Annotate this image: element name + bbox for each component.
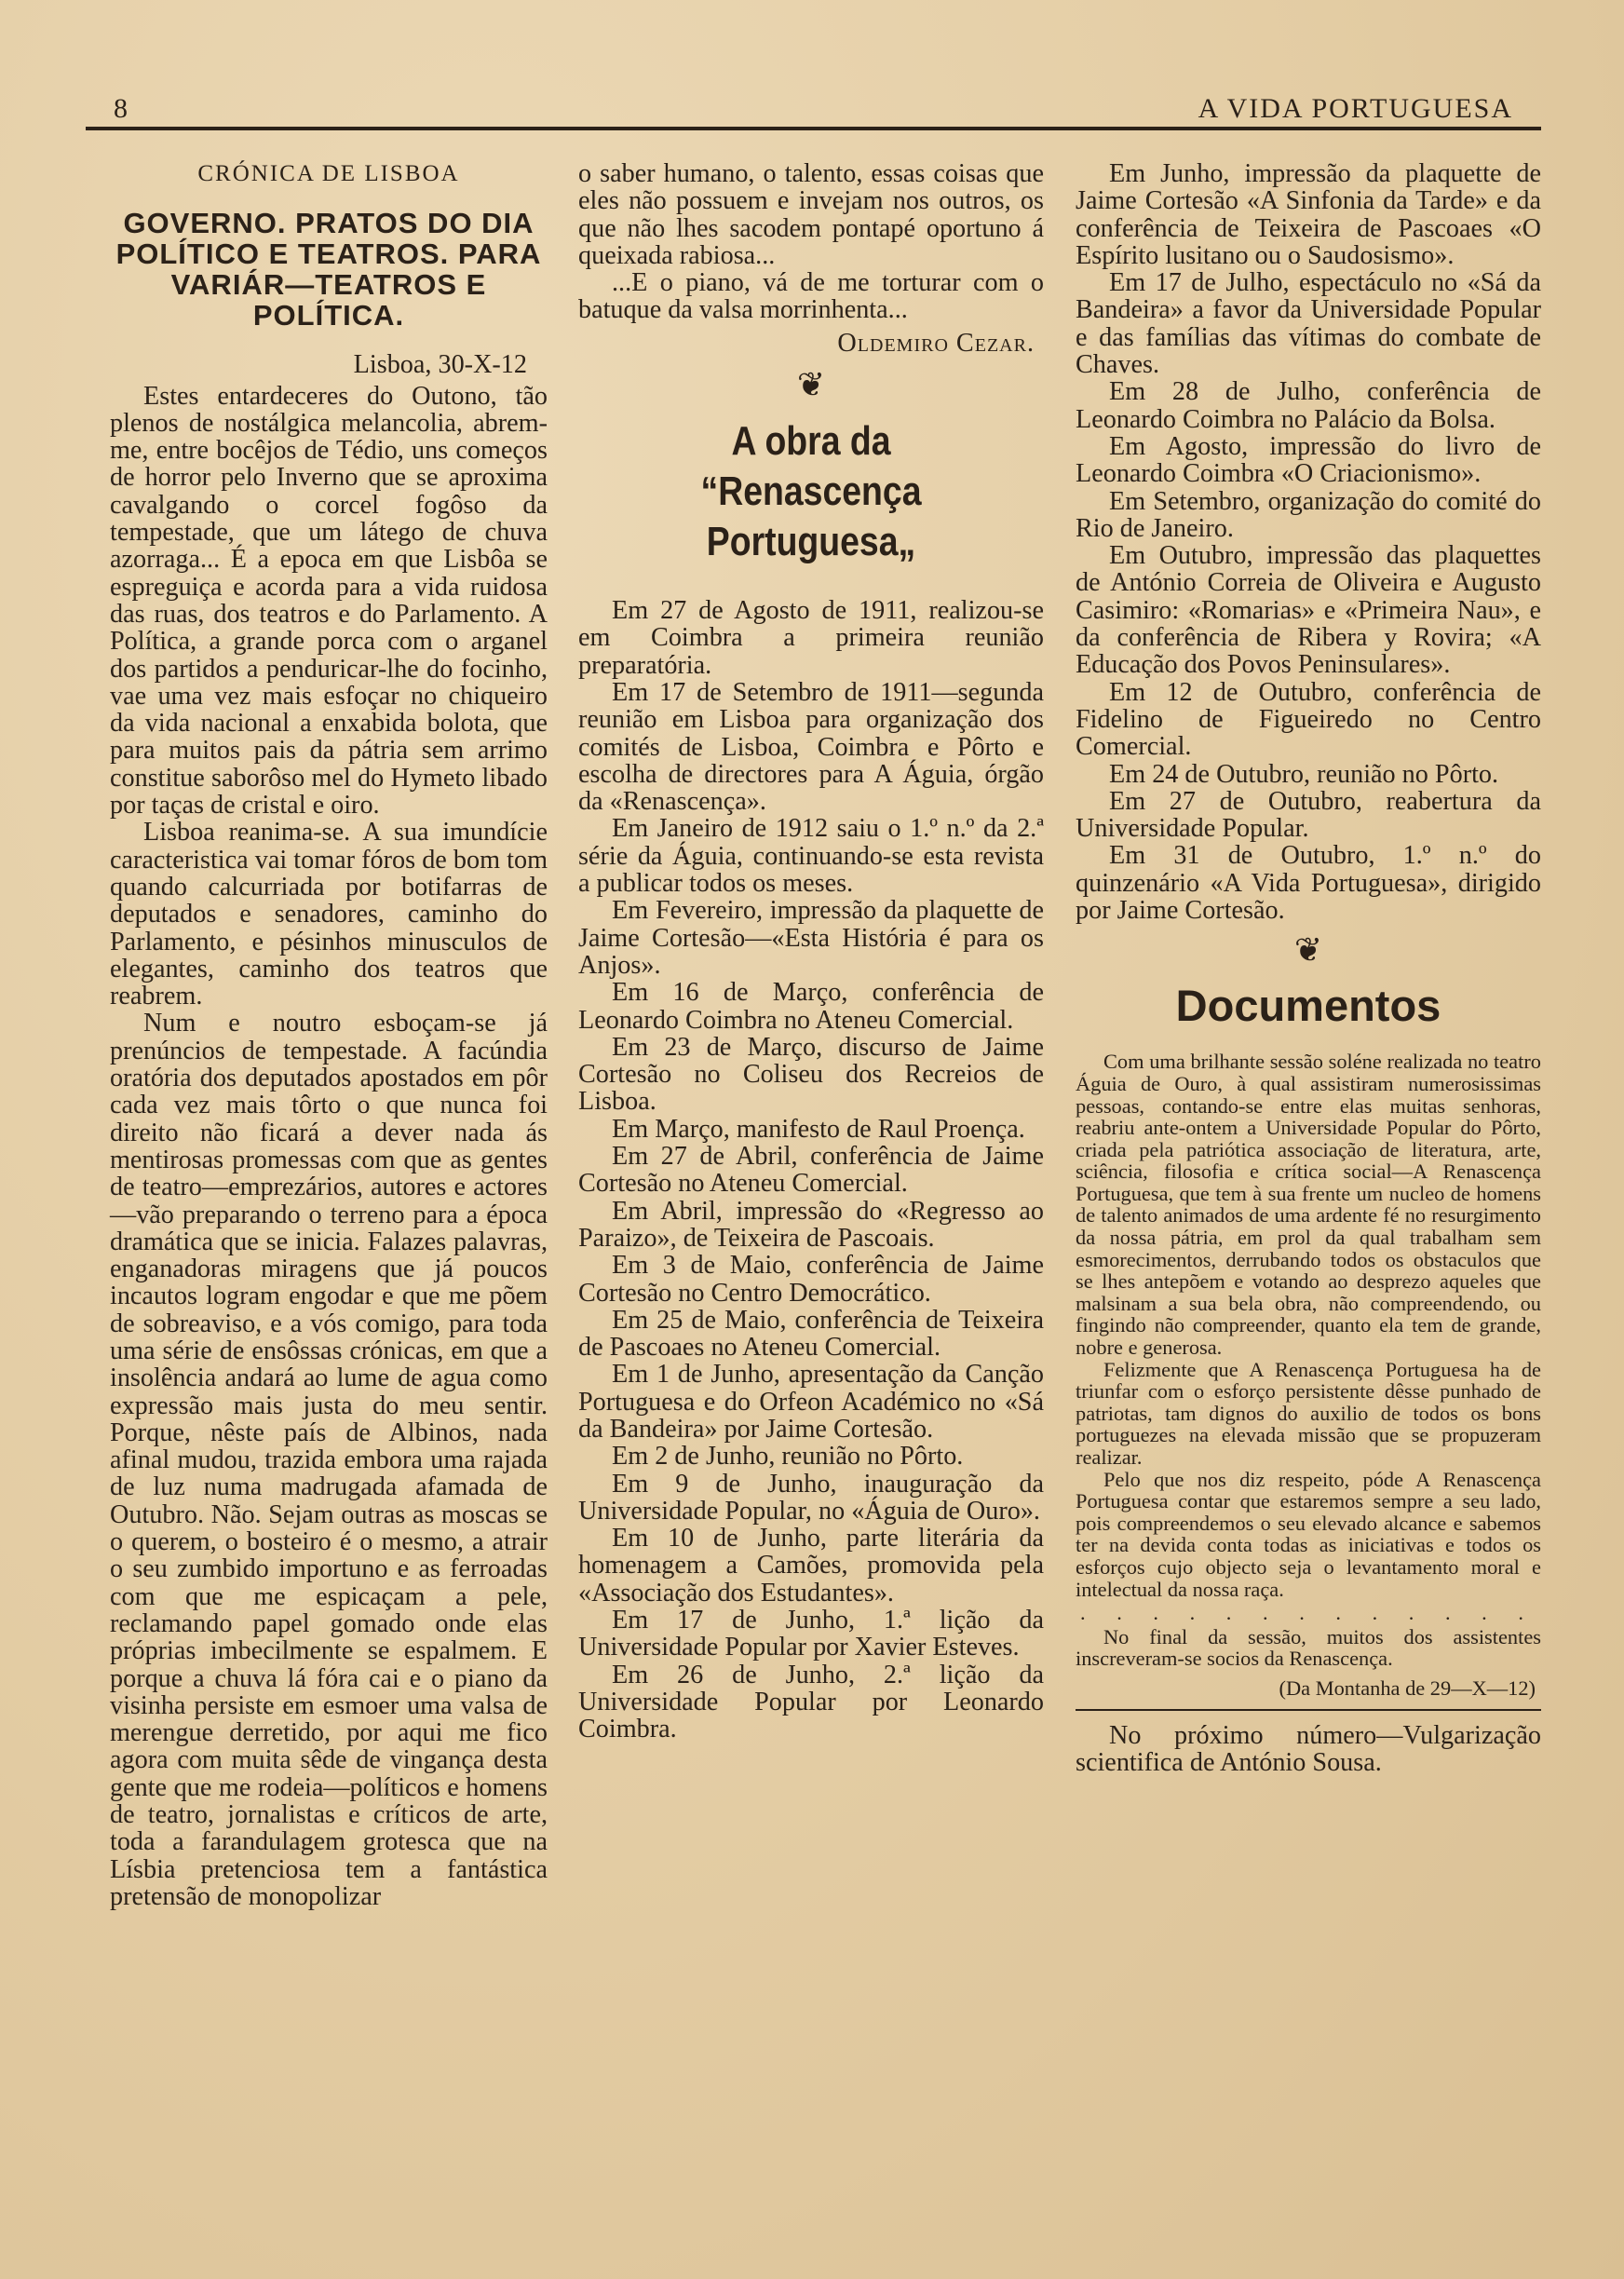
chronology-entry: Em Abril, impressão do «Regresso ao Paraizo», de Teixeira de Pascoais. [578,1196,1044,1253]
section-rule [1076,1709,1541,1711]
chronology-entry: Em 24 de Outubro, reunião no Pôrto. [1109,759,1499,789]
documents-paragraph: No final da sessão, muitos dos assistentes inscreveram-se socios da Renascença. [1076,1624,1541,1671]
chronology-list-continued [1076,160,1541,924]
chronology-entry: Em 3 de Maio, conferência de Jaime Cortesão no Centro Democrático. [578,1251,1044,1308]
chronicle-headline: GOVERNO. PRATOS DO DIA POLÍTICO E TEATROS. PARA VARIÁR—TEATROS E POLÍTICA. [115,207,542,332]
chronology-entry: Em 1 de Junho, apresentação da Canção Portuguesa e do Orfeon Académico no «Sá da Bandeira» por Jaime Cortesão. [578,1360,1044,1444]
source-credit: (Da Montanha de 29—X—12) [1279,1675,1536,1700]
chronology-entry: Em 10 de Junho, parte literária da homenagem a Camões, promovida pela «Associação dos Estudantes». [578,1524,1044,1608]
chronicle-paragraph: Lisboa reanima-se. A sua imundície caracteristica vai tomar fóros de bom tom quando calcurriada por botifarras de deputados e senadores, caminho do Parlamento, e pésinhos minusculos de elegantes, caminho dos teatros que reabrem. [110,818,548,1011]
fleuron-icon: ❦ [796,366,826,404]
chronicle-verse: ...E o piano, vá de me torturar com o batuque da valsa morrinhenta... [578,268,1044,325]
ellipsis-dots: . . . . . . . . . . . . . [1080,1601,1536,1625]
documents-paragraph: Felizmente que A Renascença Portuguesa ha de triunfar com o esforço persistente dêsse punhado de patriotas, tam dignos do auxilio de todos os bons portuguezes na elevada missão que se propuzeram realizar. [1076,1357,1541,1469]
column-chronicle [110,160,548,1910]
author-signature: Oldemiro Cezar. [837,328,1035,358]
chronology-entry: Em 31 de Outubro, 1.º n.º do quinzenário «A Vida Portuguesa», dirigido por Jaime Cortesão. [1076,841,1541,926]
chronology-entry: Em 25 de Maio, conferência de Teixeira de Pascoaes no Ateneu Comercial. [578,1305,1044,1363]
chronology-entry: Em 17 de Junho, 1.ª lição da Universidade Popular por Xavier Esteves. [578,1606,1044,1662]
next-issue-note: No próximo número—Vulgarização scientifica de António Sousa. [1076,1720,1541,1777]
chronology-entry: Em 27 de Abril, conferência de Jaime Cortesão no Ateneu Comercial. [578,1142,1044,1199]
chronicle-continuation: o saber humano, o talento, essas coisas que eles não possuem e invejam nos outros, os que não lhes sacodem pontapé oportuno á queixada rabiosa... [578,159,1044,270]
chronology-entry: Em Fevereiro, impressão da plaquette de Jaime Cortesão—«Esta História é para os Anjos». [578,896,1044,980]
column-renascenca [578,160,1044,1743]
article-title [614,416,1009,567]
chronology-entry: Em Março, manifesto de Raul Proença. [612,1114,1025,1144]
chronology-entry: Em 27 de Outubro, reabertura da Universidade Popular. [1076,786,1541,844]
chronicle-paragraph: Num e noutro esboçam-se já prenúncios de tempestade. A facúndia oratória dos deputados apostados em pôr cada vez mais tôrto o que nunca foi direito não ficará a dever nada ás mentirosas promessas com que as gentes de teatro—emprezários, autores e actores—vão preparando o terreno para a época dramática que se inicia. Falazes palavras, enganadoras miragens que já poucos incautos logram engodar e que me põem de sobreaviso, e a vós comigo, para toda uma série de ensôssas crónicas, em que a insolência andará ao lume de agua como expressão mais justa do meu sentir. Porque, nêste país de Albinos, nada afinal mudou, trazida embora uma rajada de luz numa madrugada afamada de Outubro. Não. Sejam outras as moscas se o querem, o bosteiro é o mesmo, a atrair o seu zumbido importuno e as ferroadas com que me espicaçam a pele, reclamando papel gomado onde elas próprias imbecilmente se espalmem. E porque a chuva lá fóra cai e o piano da visinha persiste em esmoer uma valsa de merengue derretido, por aqui me fico agora com muita sêde de vingança desta gente que me rodeia—políticos e homens de teatro, jornalistas e críticos de arte, toda a farandulagem grotesca que na Lísbia pretenciosa tem a fantástica pretensão de monopolizar [110,1009,548,1911]
header-rule [86,127,1541,130]
chronology-list [578,597,1044,1743]
documents-paragraph: Pelo que nos diz respeito, póde A Renascença Portuguesa contar que estaremos sempre a seu lado, pois compreendemos o seu elevado alcance e sabemos ter na devida conta todas as iniciativas e todos os esforços cujo objecto seja o levantamento moral e intelectual da nossa raça. [1076,1467,1541,1601]
chronicle-paragraph: Estes entardeceres do Outono, tão plenos de nostálgica melancolia, abrem-me, entre bocêjos de Tédio, uns começos de horror pelo Inverno que se aproxima cavalgando o corcel fogôso da tempestade, que um látego de chuva azorraga... É a epoca em que Lisbôa se espreguiça e acorda para a vida ruidosa das ruas, dos teatros e do Parlamento. A Política, a grande porca com o arganel dos partidos a penduricar-lhe do focinho, vae uma vez mais esfoçar no chiqueiro da vida nacional a enxabida bolota, que para muitos pais da pátria sem arrimo constitue saborôso mel do Hymeto libado por taças de cristal e oiro. [110,381,548,821]
chronology-entry: Em 27 de Agosto de 1911, realizou-se em Coimbra a primeira reunião preparatória. [578,596,1044,680]
documents-paragraph: Com uma brilhante sessão soléne realizada no teatro Águia de Ouro, à qual assistiram numerosissimas pessoas, contando-se entre elas muitas senhoras, reabriu ante-ontem a Universidade Popular do Pôrto, criada pela patriótica associação de literatura, arte, sciência, filosofia e crítica social—A Renascença Portuguesa, que tem à sua frente um nucleo de homens de talento animados de uma ardente fé no resurgimento da nossa pátria, em prol da qual trabalham sem esmorecimentos, derrubando todos os obstaculos que se lhes antepõem e votando ao desprezo aqueles que malsinam a sua bela obra, não compreendendo, ou fingindo não compreender, quanto ela tem de grande, nobre e generosa. [1076,1050,1541,1360]
documents-body [1076,1051,1541,1699]
column-documents [1076,160,1541,1776]
documents-title: Documentos [1175,981,1441,1031]
page-number: 8 [114,93,129,124]
chronology-entry: Em 17 de Julho, espectáculo no «Sá da Bandeira» a favor da Universidade Popular e das famílias das vítimas do combate de Chaves. [1076,268,1541,380]
chronology-entry: Em Junho, impressão da plaquette de Jaime Cortesão «A Sinfonia da Tarde» e da conferência de Teixeira de Pascoaes «O Espírito lusitano ou o Saudosismo». [1076,159,1541,270]
chronology-entry: Em Setembro, organização do comité do Rio de Janeiro. [1076,486,1541,543]
chronology-entry: Em 28 de Julho, conferência de Leonardo Coimbra no Palácio da Bolsa. [1076,377,1541,434]
chronology-entry: Em 12 de Outubro, conferência de Fidelino de Figueiredo no Centro Comercial. [1076,677,1541,762]
article-title-line: A obra da [731,418,891,465]
article-title-line: “Renascença Portuguesa„ [700,468,922,565]
chronology-entry: Em Outubro, impressão das plaquettes de António Correia de Oliveira e Augusto Casimiro: «Romarias» e «Primeira Nau», e da conferência de Ribera y Rovira; «A Educação dos Povos Peninsulares». [1076,541,1541,680]
chronology-entry: Em 23 de Março, discurso de Jaime Cortesão no Coliseu dos Recreios de Lisboa. [578,1032,1044,1117]
dateline: Lisboa, 30-X-12 [353,350,527,380]
chronology-entry: Em Agosto, impressão do livro de Leonardo Coimbra «O Criacionismo». [1076,431,1541,489]
page-header [86,86,1541,123]
fleuron-icon: ❦ [1293,931,1323,970]
chronology-entry: Em Janeiro de 1912 saiu o 1.º n.º da 2.ª série da Águia, continuando-se esta revista a publicar todos os meses. [578,814,1044,899]
chronology-entry: Em 2 de Junho, reunião no Pôrto. [612,1442,964,1472]
journal-title: A VIDA PORTUGUESA [1198,93,1513,124]
chronology-entry: Em 16 de Março, conferência de Leonardo Coimbra no Ateneu Comercial. [578,978,1044,1035]
chronology-entry: Em 9 de Junho, inauguração da Universidade Popular, no «Águia de Ouro». [578,1469,1044,1526]
section-kicker: CRÓNICA DE LISBOA [197,161,460,186]
chronology-entry: Em 17 de Setembro de 1911—segunda reunião em Lisboa para organização dos comités de Lisboa, Coimbra e Pôrto e escolha de directores para A Águia, órgão da «Renascença». [578,677,1044,817]
chronology-entry: Em 26 de Junho, 2.ª lição da Universidade Popular por Leonardo Coimbra. [578,1660,1044,1744]
